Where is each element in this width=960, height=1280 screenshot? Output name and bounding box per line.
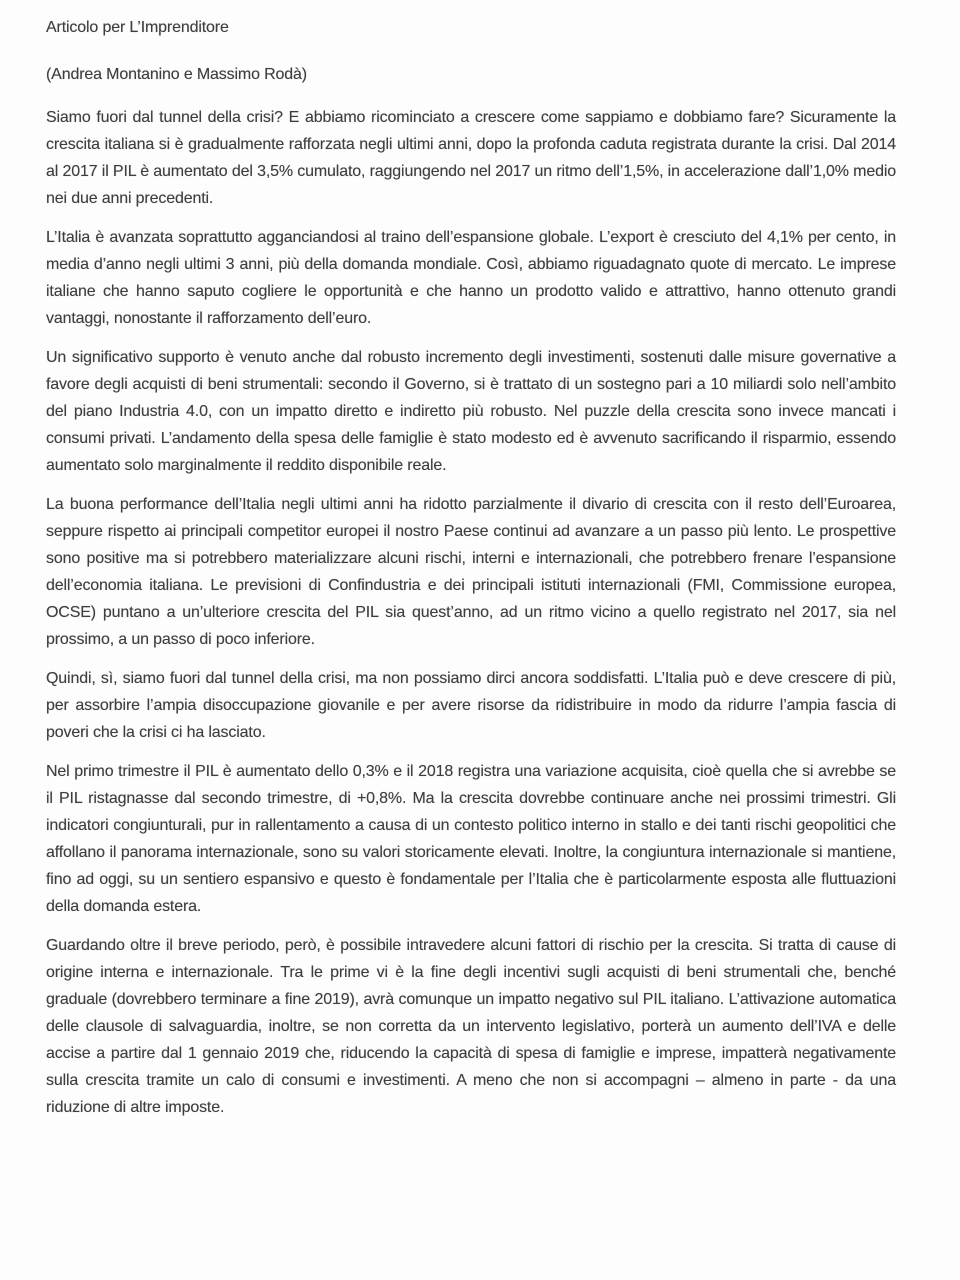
paragraph-1: Siamo fuori dal tunnel della crisi? E abbiamo ricominciato a crescere come sappiamo e dobbiamo fare? Sicuramente la crescita italiana si è gradualmente rafforzata negli ultimi anni, dopo la profonda caduta registrata durante la crisi. Dal 2014 al 2017 il PIL è aumentato del 3,5% cumulato, raggiungendo nel 2017 un ritmo dell’1,5%, in accelerazione dall’1,0% medio nei due anni precedenti. [46, 109, 896, 207]
document-byline: (Andrea Montanino e Massimo Rodà) [46, 66, 307, 83]
paragraph-5: Quindi, sì, siamo fuori dal tunnel della crisi, ma non possiamo dirci ancora soddisfatti. L’Italia può e deve crescere di più, per assorbire l’ampia disoccupazione giovanile e per avere risorse da ridistribuire in modo da ridurre l’ampia fascia di poveri che la crisi ci ha lasciato. [46, 670, 896, 741]
paragraph-7: Guardando oltre il breve periodo, però, è possibile intravedere alcuni fattori di rischio per la crescita. Si tratta di cause di origine interna e internazionale. Tra le prime vi è la fine degli incentivi sugli acquisti di beni strumentali che, benché graduale (dovrebbero terminare a fine 2019), avrà comunque un impatto negativo sul PIL italiano. L’attivazione automatica delle clausole di salvaguardia, inoltre, se non corretta da un intervento legislativo, porterà un aumento dell’IVA e delle accise a partire dal 1 gennaio 2019 che, riducendo la capacità di spesa di famiglie e imprese, impatterà negativamente sulla crescita tramite un calo di consumi e investimenti. A meno che non si accompagni – almeno in parte - da una riduzione di altre imposte. [46, 937, 896, 1116]
paragraph-4: La buona performance dell’Italia negli ultimi anni ha ridotto parzialmente il divario di crescita con il resto dell’Euroarea, seppure rispetto ai principali competitor europei il nostro Paese continui ad avanzare a un passo più lento. Le prospettive sono positive ma si potrebbero materializzare alcuni rischi, interni e internazionali, che potrebbero frenare l’espansione dell’economia italiana. Le previsioni di Confindustria e dei principali istituti internazionali (FMI, Commissione europea, OCSE) puntano a un’ulteriore crescita del PIL sia quest’anno, ad un ritmo vicino a quello registrato nel 2017, sia nel prossimo, a un passo di poco inferiore. [46, 496, 896, 648]
paragraph-2: L’Italia è avanzata soprattutto agganciandosi al traino dell’espansione globale. L’export è cresciuto del 4,1% per cento, in media d’anno negli ultimi 3 anni, più della domanda mondiale. Così, abbiamo riguadagnato quote di mercato. Le imprese italiane che hanno saputo cogliere le opportunità e che hanno un prodotto valido e attrattivo, hanno ottenuto grandi vantaggi, nonostante il rafforzamento dell’euro. [46, 229, 896, 327]
paragraph-6: Nel primo trimestre il PIL è aumentato dello 0,3% e il 2018 registra una variazione acquisita, cioè quella che si avrebbe se il PIL ristagnasse dal secondo trimestre, di +0,8%. Ma la crescita dovrebbe continuare anche nei prossimi trimestri. Gli indicatori congiunturali, pur in rallentamento a causa di un contesto politico interno in stallo e dei tanti rischi geopolitici che affollano il panorama internazionale, sono su valori storicamente elevati. Inoltre, la congiuntura internazionale si mantiene, fino ad oggi, su un sentiero espansivo e questo è fondamentale per l’Italia che è particolarmente esposta alle fluttuazioni della domanda estera. [46, 763, 896, 915]
document-title: Articolo per L’Imprenditore [46, 19, 229, 36]
paragraph-3: Un significativo supporto è venuto anche dal robusto incremento degli investimenti, sostenuti dalle misure governative a favore degli acquisti di beni strumentali: secondo il Governo, si è trattato di un sostegno pari a 10 miliardi solo nell’ambito del piano Industria 4.0, con un impatto diretto e indiretto più robusto. Nel puzzle della crescita sono invece mancati i consumi privati. L’andamento della spesa delle famiglie è stato modesto ed è avvenuto sacrificando il risparmio, essendo aumentato solo marginalmente il reddito disponibile reale. [46, 349, 896, 474]
